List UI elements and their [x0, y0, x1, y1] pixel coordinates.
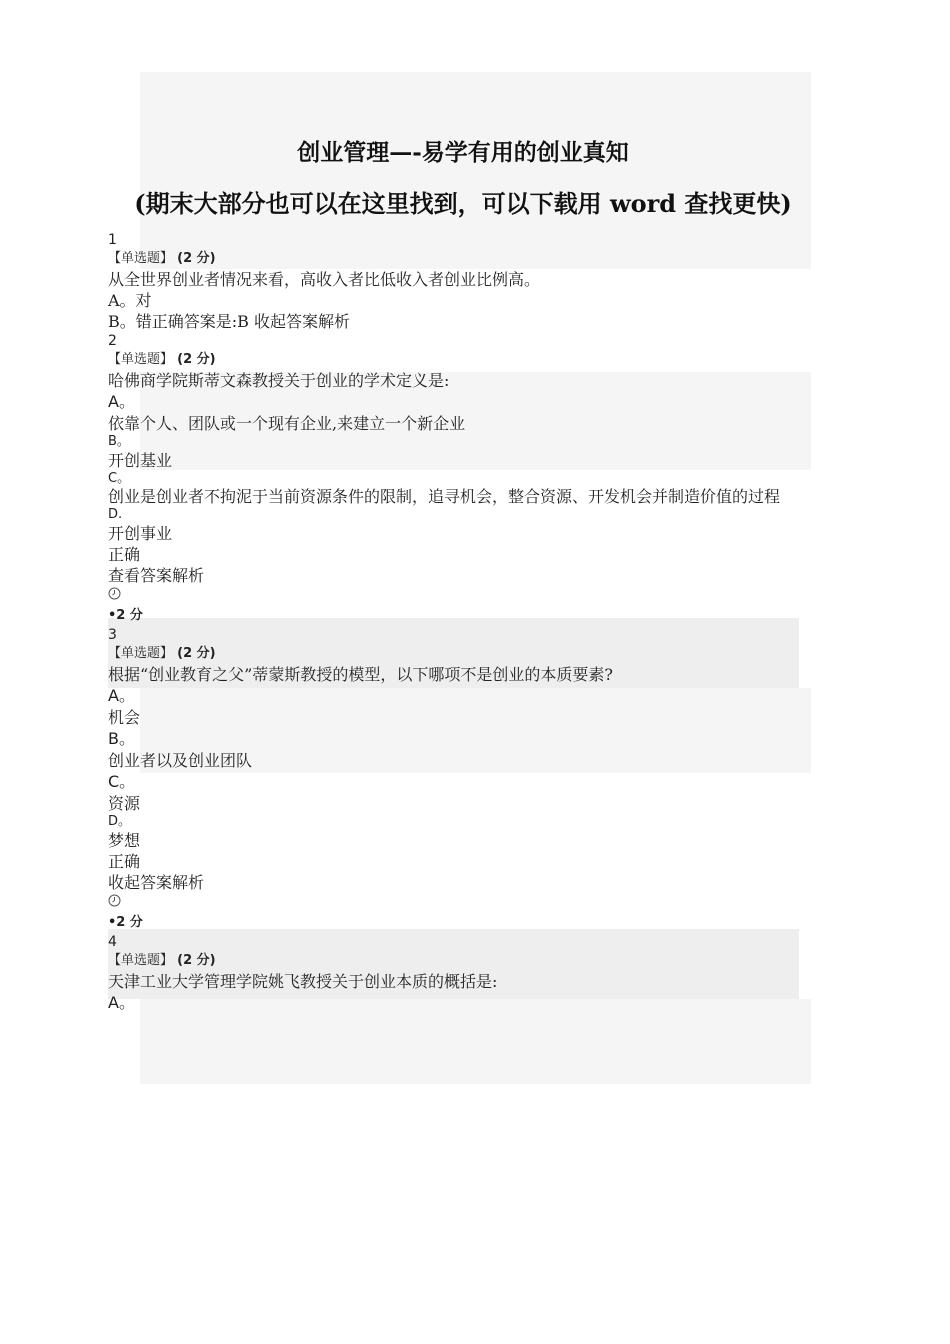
question-number: 2: [108, 333, 117, 349]
question-stem: 哈佛商学院斯蒂文森教授关于创业的学术定义是:: [108, 371, 450, 390]
option-b-letter[interactable]: B。: [108, 729, 135, 748]
view-analysis-link[interactable]: 查看答案解析: [108, 566, 205, 585]
question-type: 【单选题】: [108, 646, 174, 661]
question-2: [108, 332, 813, 626]
clock-icon: [108, 586, 813, 606]
option-c-text[interactable]: 创业是创业者不拘泥于当前资源条件的限制，追寻机会，整合资源、开发机会并制造价值的过程: [108, 487, 781, 506]
question-stem: 根据“创业教育之父”蒂蒙斯教授的模型，以下哪项不是创业的本质要素?: [108, 665, 613, 684]
option-a-text[interactable]: 机会: [108, 708, 141, 727]
option-d-text[interactable]: 开创事业: [108, 524, 173, 543]
option-b-text[interactable]: 创业者以及创业团队: [108, 751, 253, 770]
option-d-letter[interactable]: D.: [108, 507, 123, 522]
question-stem: 从全世界创业者情况来看，高收入者比低收入者创业比例高。: [108, 270, 541, 289]
question-type: 【单选题】: [108, 953, 174, 968]
question-score: (2 分): [177, 953, 216, 968]
question-3: [108, 626, 813, 933]
question-score: (2 分): [177, 646, 216, 661]
document-subtitle: (期末大部分也可以在这里找到，可以下载用 word 查找更快): [134, 189, 792, 218]
question-1: [108, 231, 813, 332]
question-number: 3: [108, 627, 117, 643]
question-score: (2 分): [177, 352, 216, 367]
question-type: 【单选题】: [108, 352, 174, 367]
option-a-letter[interactable]: A。: [108, 993, 135, 1012]
option-c-text[interactable]: 资源: [108, 794, 141, 813]
option-c-letter[interactable]: C。: [108, 471, 131, 486]
clock-icon: [108, 893, 813, 913]
question-meta: [108, 645, 813, 664]
question-list: [108, 231, 813, 1014]
option-b-answer-line[interactable]: B。错正确答案是:B 收起答案解析: [108, 312, 350, 331]
option-c-letter[interactable]: C。: [108, 772, 136, 791]
question-number: 4: [108, 934, 117, 950]
question-stem: 天津工业大学管理学院姚飞教授关于创业本质的概括是:: [108, 972, 498, 991]
question-4: [108, 933, 813, 1014]
result-label: 正确: [108, 852, 141, 871]
points-earned: •2 分: [108, 608, 143, 623]
option-a-letter[interactable]: A。: [108, 686, 135, 705]
question-number: 1: [108, 232, 117, 248]
question-meta: [108, 952, 813, 971]
question-meta: [108, 351, 813, 370]
question-meta: [108, 250, 813, 269]
option-a-letter[interactable]: A。: [108, 392, 135, 411]
option-b-text[interactable]: 开创基业: [108, 451, 173, 470]
result-label: 正确: [108, 545, 141, 564]
option-b-letter[interactable]: B。: [108, 434, 130, 449]
question-type: 【单选题】: [108, 251, 174, 266]
option-d-letter[interactable]: D。: [108, 814, 132, 829]
document-title: 创业管理—-易学有用的创业真知: [297, 139, 629, 166]
option-a-text[interactable]: 依靠个人、团队或一个现有企业,来建立一个新企业: [108, 414, 466, 433]
points-earned: •2 分: [108, 915, 143, 930]
option-a[interactable]: A。对: [108, 291, 152, 310]
option-d-text[interactable]: 梦想: [108, 831, 141, 850]
collapse-analysis-link[interactable]: 收起答案解析: [108, 873, 205, 892]
question-score: (2 分): [177, 251, 216, 266]
